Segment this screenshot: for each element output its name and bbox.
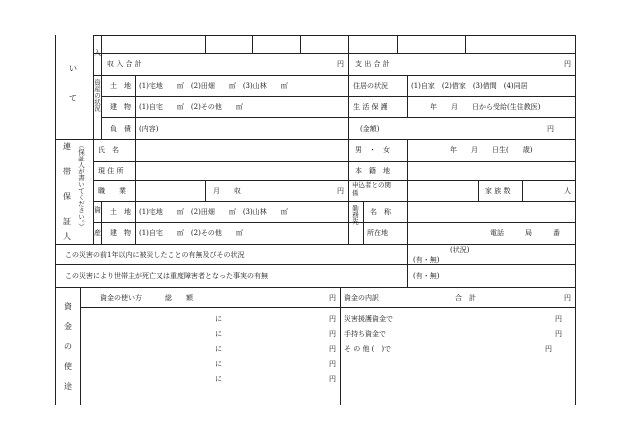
rule: [55, 287, 575, 288]
rule: [93, 222, 575, 223]
rule: [407, 244, 408, 287]
guarantor-family-count-label: 家 族 数: [485, 187, 511, 195]
rule: [465, 35, 466, 53]
rule: [135, 139, 136, 244]
guarantor-address-label: 現 住 所: [98, 167, 124, 175]
housing-label: 住居の状況: [353, 82, 388, 90]
side-label-tai: 帯: [63, 167, 71, 176]
usage-ni-1: に: [215, 315, 222, 323]
side-label-shi2: 使: [64, 362, 72, 371]
debt-content[interactable]: (内容): [139, 125, 159, 133]
side-label-no: の: [64, 342, 72, 351]
application-form: [55, 35, 575, 405]
guarantor-gender[interactable]: 男 ・ 女: [355, 146, 390, 154]
rule: [407, 75, 408, 118]
guarantor-monthly-income-label: 月 収: [213, 187, 241, 195]
side-label-nin: 人: [63, 232, 71, 241]
usage-ni-5: に: [215, 375, 222, 383]
prior-disaster-yesno[interactable]: (有・無): [413, 256, 440, 264]
rule: [407, 201, 408, 244]
company-phone[interactable]: 電話 局 番: [490, 229, 560, 237]
usage-yen-5: 円: [329, 375, 336, 383]
debt-amount[interactable]: (金額): [360, 125, 380, 133]
guarantor-relation-label: 申込者との関 係: [352, 181, 404, 197]
fund-sum-yen: 円: [564, 294, 571, 302]
side-label-kin: 金: [64, 322, 72, 331]
usage-yen-4: 円: [329, 360, 336, 368]
usage-ni-2: に: [215, 330, 222, 338]
rule: [363, 201, 364, 244]
rule: [80, 307, 575, 308]
rule: [93, 75, 575, 76]
rule: [407, 139, 408, 201]
guarantor-income-yen: 円: [337, 187, 344, 195]
fund-sum-label: 合 計: [455, 294, 476, 302]
rule: [101, 96, 575, 97]
own-fund-label: 手持ち資金で: [344, 330, 386, 338]
guarantor-note: （保証人が書いてください。）: [77, 142, 85, 230]
fund-total-yen: 円: [329, 294, 336, 302]
expense-total-yen[interactable]: 円: [564, 60, 571, 68]
side-label-sho: 証: [63, 217, 71, 226]
prior-disaster-question: この災害の前1年以内に被災したことの有無及びその状況: [65, 251, 245, 259]
rule: [348, 201, 349, 244]
debt-yen: 円: [547, 125, 554, 133]
guarantor-land-label: 土 地: [110, 208, 131, 216]
rule: [55, 139, 575, 140]
rule: [93, 161, 575, 162]
welfare-label: 生 活 保 護: [353, 103, 388, 111]
guarantor-building-label: 建 物: [110, 229, 131, 237]
income-section-label: 入: [94, 49, 101, 57]
guarantor-building-options[interactable]: (1)自宅 ㎡ (2)その他 ㎡: [139, 229, 243, 237]
rule: [93, 201, 575, 202]
side-label-ren: 連: [63, 142, 71, 151]
prior-disaster-status[interactable]: (状況): [450, 246, 470, 254]
rule: [348, 53, 349, 139]
relief-fund-label: 災害援護資金で: [344, 315, 393, 323]
guarantor-land-options[interactable]: (1)宅地 ㎡ (2)田畑 ㎡ (3)山林 ㎡: [139, 208, 288, 216]
usage-yen-2: 円: [329, 330, 336, 338]
rule: [55, 35, 56, 405]
rule: [93, 53, 575, 54]
guarantor-name-label: 氏 名: [98, 146, 119, 154]
death-disability-yesno[interactable]: (有・無): [413, 272, 440, 280]
usage-yen-3: 円: [329, 345, 336, 353]
debt-label: 負 債: [110, 125, 131, 133]
rule: [252, 35, 253, 53]
side-label-te: て: [69, 94, 77, 103]
side-label-i: い: [69, 64, 77, 73]
usage-yen-1: 円: [329, 315, 336, 323]
rule: [205, 180, 206, 201]
guarantor-domicile-label: 本 籍 地: [355, 167, 390, 175]
usage-ni-4: に: [215, 360, 222, 368]
rule: [397, 35, 398, 53]
rule: [101, 35, 102, 139]
guarantor-assets-label-san: 産: [94, 229, 101, 237]
fund-total-label: 総 額: [165, 294, 193, 302]
income-total-yen[interactable]: 円: [337, 60, 344, 68]
other-fund-yen: 円: [545, 345, 552, 353]
land-label: 土 地: [110, 82, 131, 90]
rule: [55, 244, 575, 245]
rule: [522, 180, 523, 201]
rule: [348, 35, 349, 53]
rule: [348, 139, 349, 201]
land-options[interactable]: (1)宅地 ㎡ (2)田畑 ㎡ (3)山林 ㎡: [139, 82, 288, 90]
rule: [135, 75, 136, 139]
rule: [80, 287, 81, 405]
workplace-label: 勤務先: [351, 205, 359, 225]
rule: [300, 35, 301, 53]
expense-total-label: 支 出 合 計: [355, 60, 390, 68]
guarantor-people: 人: [564, 187, 571, 195]
welfare-text[interactable]: 年 月 日から受給(生住教医): [430, 103, 541, 111]
rule: [575, 35, 576, 405]
income-total-label: 収 入 合 計: [107, 60, 142, 68]
fund-usage-label: 資金の使い方: [100, 294, 142, 302]
relief-fund-yen: 円: [555, 315, 562, 323]
rule: [101, 201, 102, 244]
death-disability-question: この災害により世帯主が死亡又は重度障害者となった事実の有無: [65, 272, 268, 280]
rule: [478, 180, 479, 201]
side-label-shi: 資: [64, 302, 72, 311]
side-label-to: 途: [64, 382, 72, 391]
guarantor-assets-label-shi: 資: [94, 206, 101, 214]
building-options[interactable]: (1)自宅 ㎡ (2)その他 ㎡: [139, 103, 243, 111]
side-label-ho: 保: [63, 192, 71, 201]
other-fund-label: そ の 他 ( )で: [344, 345, 392, 353]
fund-breakdown-label: 資金の内訳: [344, 294, 379, 302]
building-label: 建 物: [110, 103, 131, 111]
company-name-label: 名 称: [370, 208, 391, 216]
guarantor-occupation-label: 職 業: [98, 187, 126, 195]
rule: [101, 117, 575, 118]
own-fund-yen: 円: [555, 330, 562, 338]
company-address-label: 所在地: [367, 229, 388, 237]
assets-section-label: 資産の状況: [93, 79, 101, 112]
housing-options[interactable]: (1)自家 (2)借家 (3)借間 (4)同居: [411, 82, 528, 90]
rule: [340, 287, 341, 405]
rule: [93, 180, 575, 181]
rule: [55, 264, 575, 265]
usage-ni-3: に: [215, 345, 222, 353]
guarantor-birth[interactable]: 年 月 日生( 歳): [450, 146, 533, 154]
rule: [205, 35, 206, 53]
rule: [93, 35, 575, 36]
